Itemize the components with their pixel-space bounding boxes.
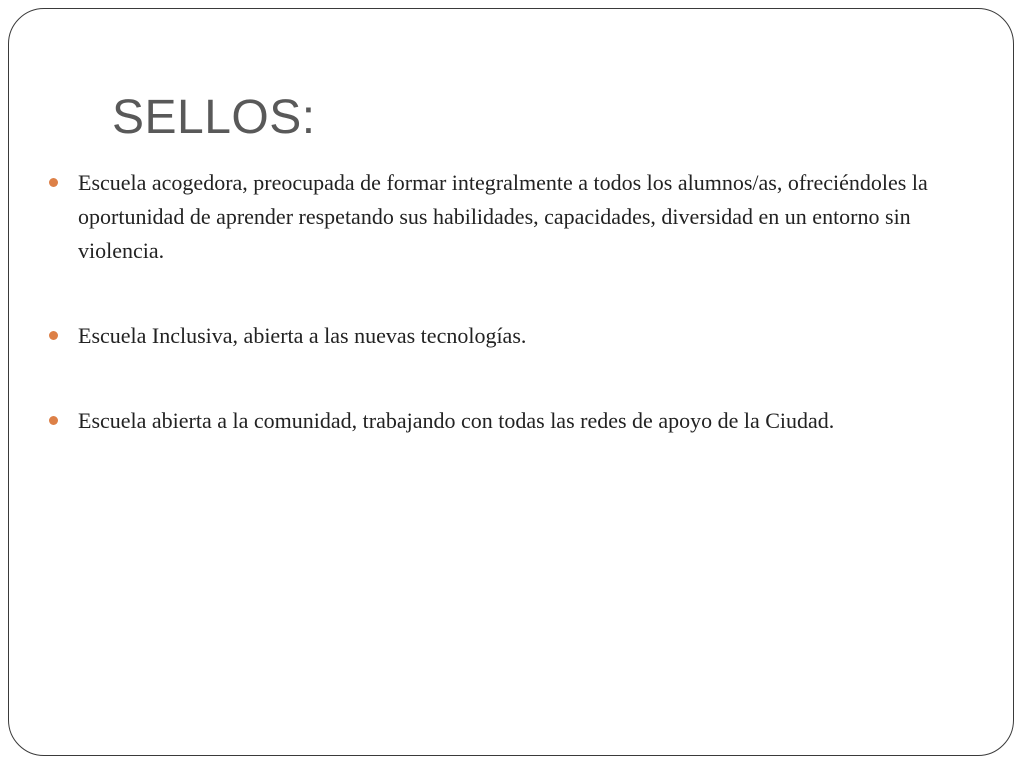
bullet-text: Escuela Inclusiva, abierta a las nuevas tecnologías. bbox=[78, 323, 527, 348]
bullet-text: Escuela abierta a la comunidad, trabajando con todas las redes de apoyo de la Ciudad. bbox=[78, 408, 835, 433]
bullet-item-2 bbox=[48, 319, 948, 353]
bullet-dot-icon bbox=[49, 331, 58, 340]
bullet-item-1 bbox=[48, 166, 948, 268]
bullet-text: Escuela acogedora, preocupada de formar integralmente a todos los alumnos/as, ofreciéndoles la oportunidad de aprender respetando sus habilidades, capacidades, diversidad en un entorno sin violencia. bbox=[78, 170, 928, 263]
bullet-dot-icon bbox=[49, 416, 58, 425]
bullet-dot-icon bbox=[49, 178, 58, 187]
bullet-item-3 bbox=[48, 404, 948, 438]
bullet-list bbox=[48, 166, 948, 438]
slide-title: SELLOS: bbox=[112, 91, 316, 144]
